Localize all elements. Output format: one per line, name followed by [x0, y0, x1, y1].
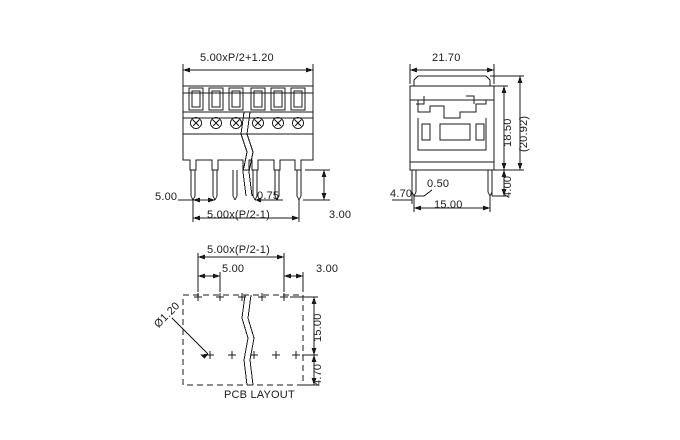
dim-front-pitch-left: 5.00 [155, 191, 178, 203]
dim-pcb-edge: 3.00 [316, 263, 339, 275]
dim-side-pin-spacing: 15.00 [434, 199, 463, 211]
dim-pcb-overall: 5.00x(P/2-1) [207, 244, 270, 256]
dim-pcb-vertical: 15.00 [312, 313, 324, 342]
dim-front-pin-length: 3.00 [329, 209, 352, 221]
dim-side-front-pin: 4.70 [390, 188, 413, 200]
dim-side-pin-len: 4.00 [502, 175, 514, 198]
pcb-layout-caption: PCB LAYOUT [224, 389, 295, 401]
dim-pcb-pitch: 5.00 [222, 263, 245, 275]
dim-front-top-width: 5.00xP/2+1.20 [200, 52, 274, 64]
dim-side-depth: 21.70 [432, 52, 461, 64]
dim-pcb-bottom: 4.70 [312, 363, 324, 386]
dim-front-row-spacing: 5.00x(P/2-1) [207, 209, 270, 221]
dim-side-height: 18.50 [502, 118, 514, 147]
dim-pcb-hole-dia: Ø1.20 [152, 300, 183, 331]
dim-side-height-ref: (20.92) [518, 115, 530, 152]
dim-front-pin-gap: 0.75 [257, 190, 280, 202]
dim-side-pin-dia: 0.50 [427, 178, 450, 190]
